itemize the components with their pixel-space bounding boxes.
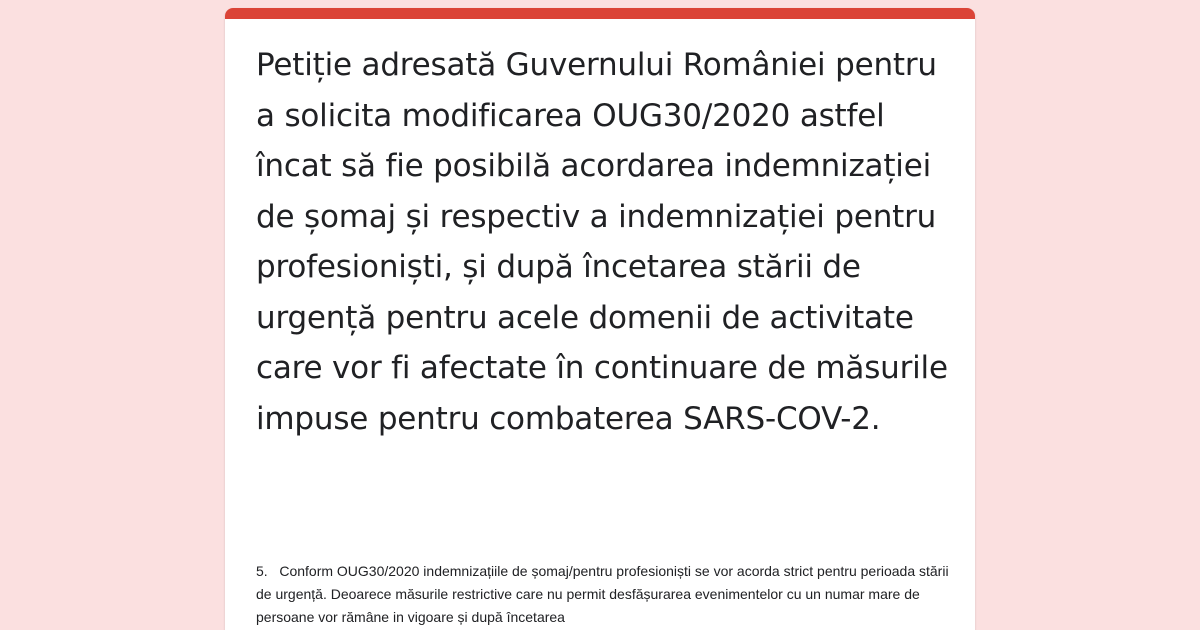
form-header-card <box>225 8 975 630</box>
form-title: Petiție adresată Guvernului României pentru a solicita modificarea OUG30/2020 astfel încat să fie posibilă acordarea indemnizației de șomaj și respectiv a indemnizației pentru profesioniști, și după încetarea stării de urgență pentru acele domenii de activitate care vor fi afectate în continuare de măsurile impuse pentru combaterea SARS-COV-2. <box>256 47 948 437</box>
form-description: 5. Conform OUG30/2020 indemnizațiile de șomaj/pentru profesioniști se vor acorda strict pentru perioada stării de urgență. Deoarece măsurile restrictive care nu permit desfășurarea evenimentelor cu un numar mare de persoane vor rămâne in vigoare și după încetarea <box>256 563 953 625</box>
form-accent-bar <box>225 8 975 19</box>
